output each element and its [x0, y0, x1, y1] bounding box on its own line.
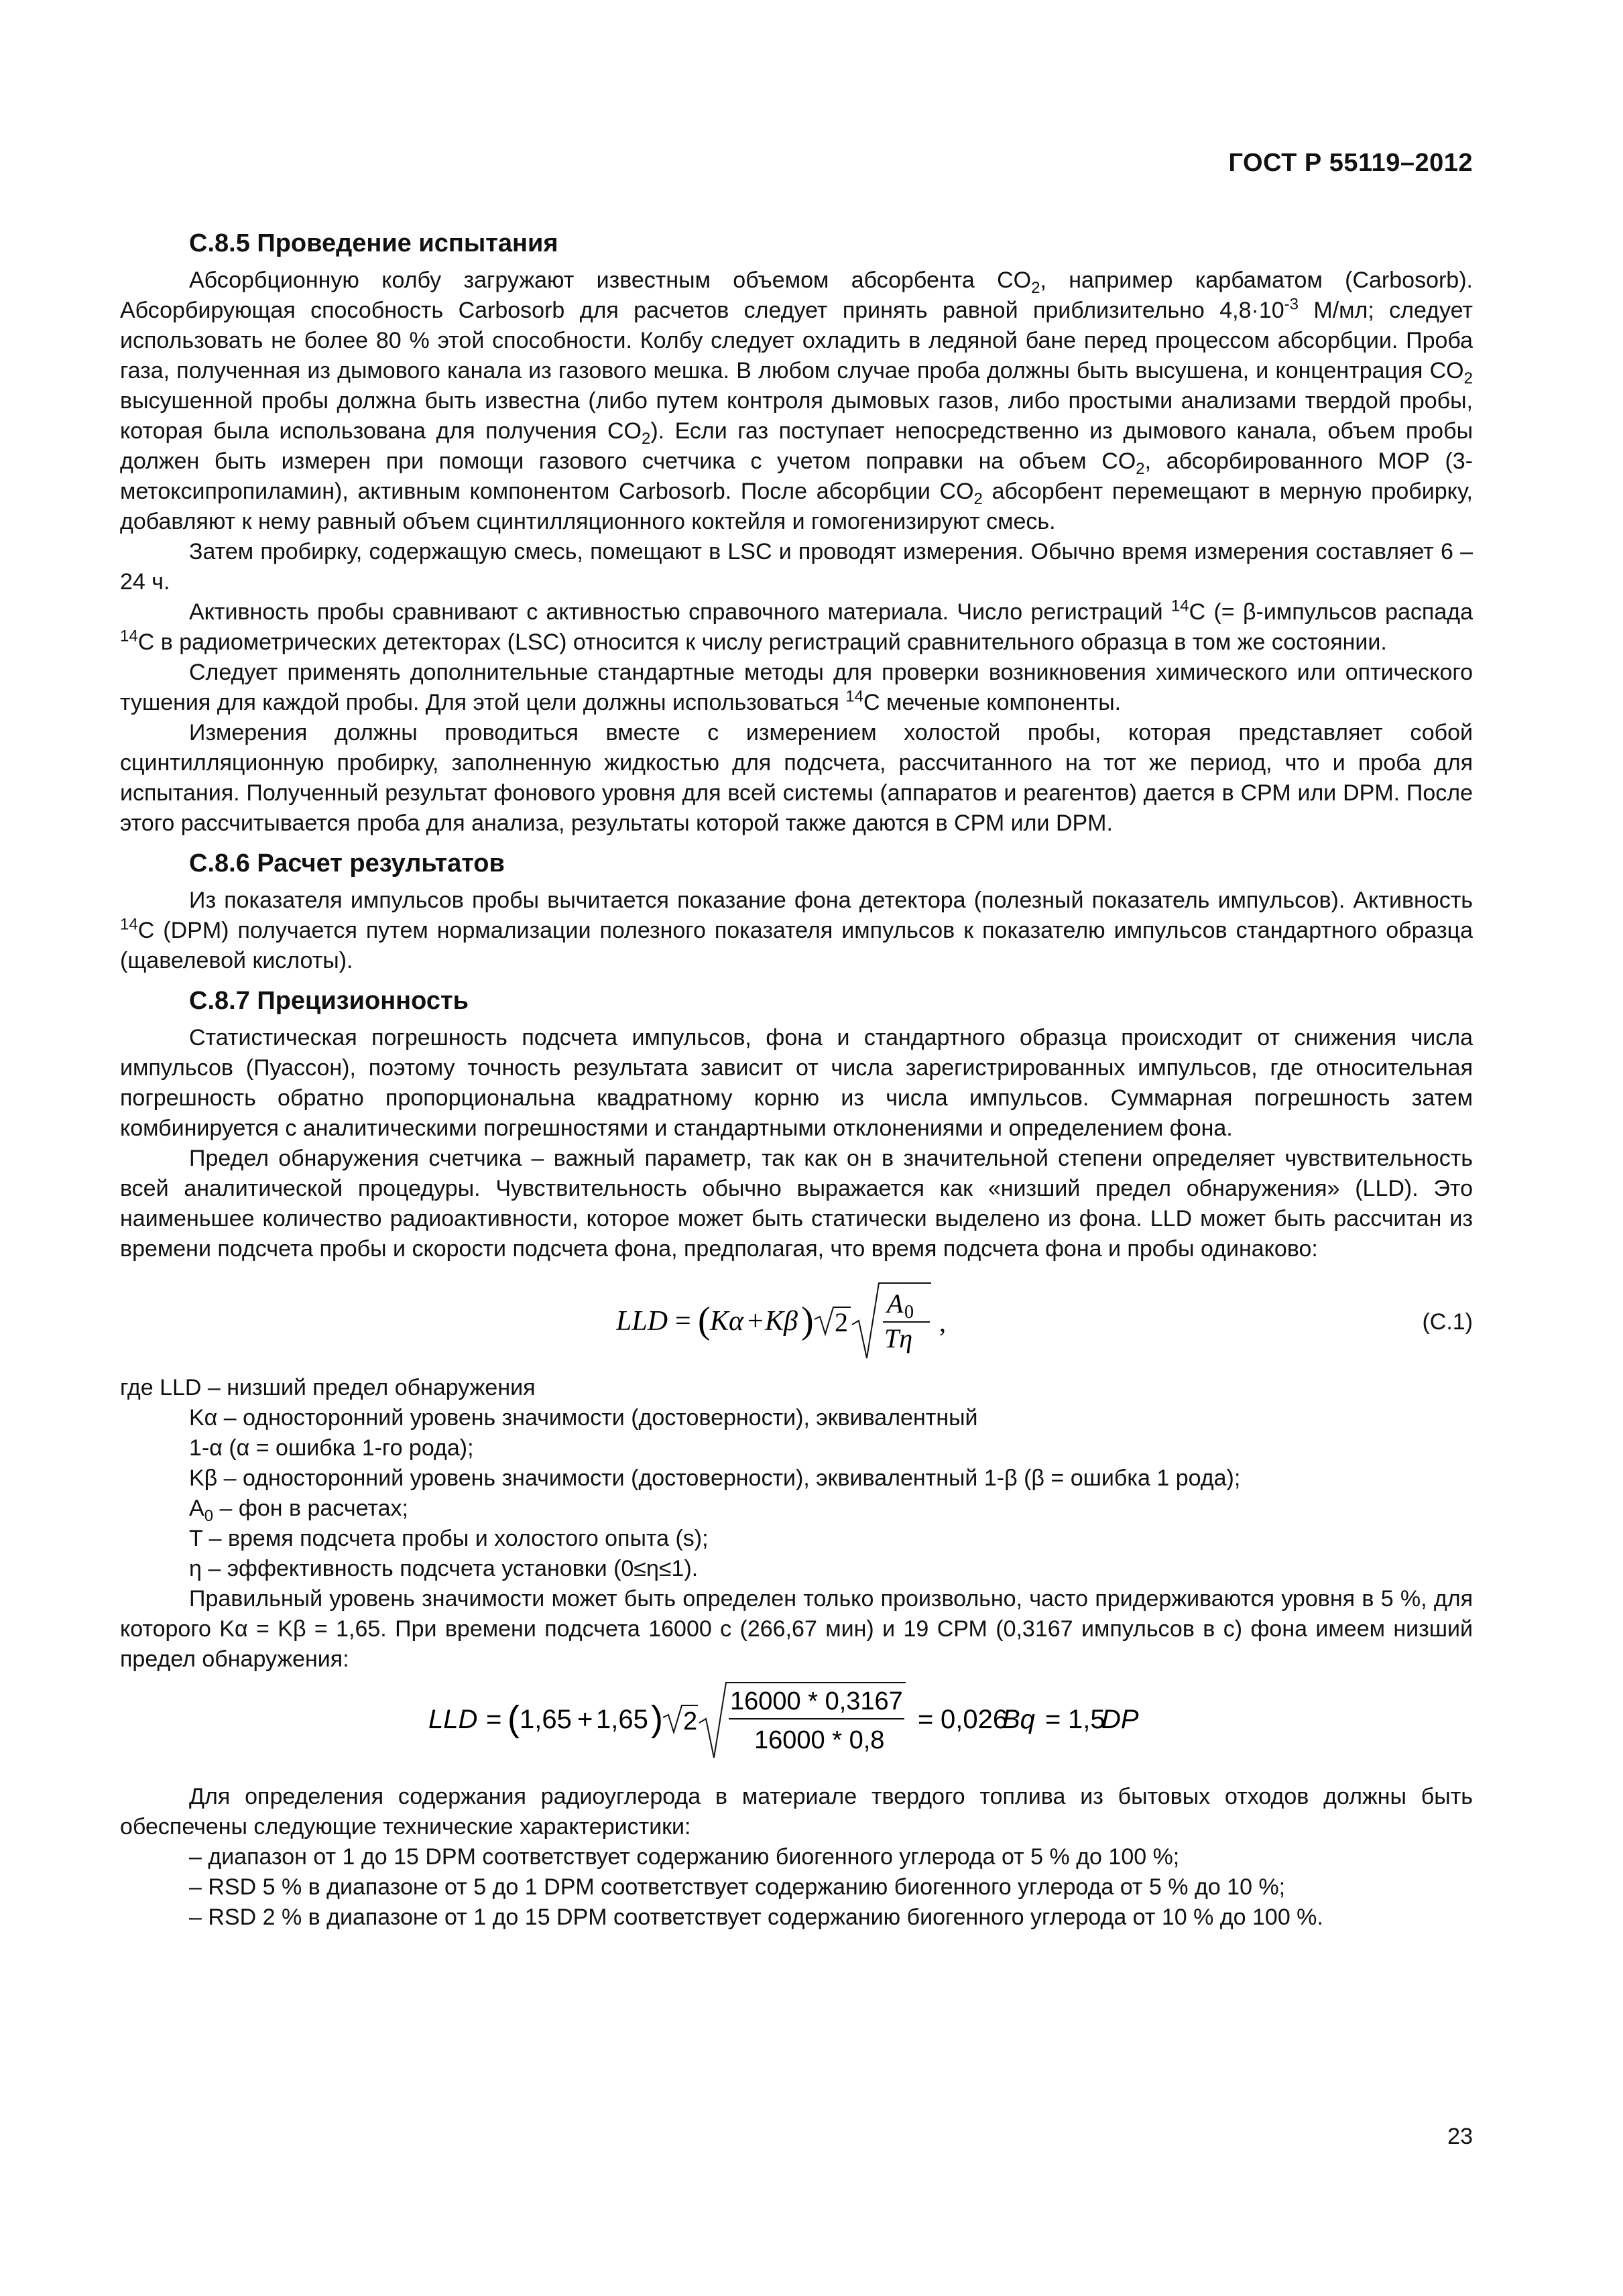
definition-ka: Kα – односторонний уровень значимости (достоверности), эквивалентный: [189, 1405, 978, 1431]
eq1-numerator-sub: 0: [904, 1302, 914, 1323]
eq2-result-1: 0,026: [941, 1705, 1008, 1734]
paragraph-c887-4: Для определения содержания радиоуглерода в материале твердого топлива из бытовых отходов должны быть обеспечены следующие технические характеристики:: [120, 1784, 1473, 1839]
eq2-v1: 1,65: [520, 1705, 572, 1734]
eq2-lhs: LLD: [428, 1705, 478, 1734]
eq1-plus: +: [747, 1306, 764, 1337]
paragraph-c885-5: Измерения должны проводиться вместе с измерением холостой пробы, которая представляет собой сцинтилляционную пробирку, заполненную жидкостью для подсчета, рассчитанного на тот же период, что и проба для испытания. Полученный результат фонового уровня для всей системы (аппаратов и реагентов) дается в СРМ или DPM. После этого рассчитывается проба для анализа, результаты которой также даются в СРМ или DPM.: [120, 720, 1473, 836]
standard-designation: ГОСТ Р 55119–2012: [1228, 149, 1473, 177]
paragraph-c887-2: Предел обнаружения счетчика – важный параметр, так как он в значительной степени определяет чувствительность всей аналитической процедуры. Чувствительность обычно выражается как «низший предел обнаружения» (LLD). Это наименьшее количество радиоактивности, которое может быть статически выделено из фона. LLD может быть рассчитан из времени подсчета пробы и скорости подсчета фона, предполагая, что время подсчета фона и пробы одинаково:: [120, 1146, 1473, 1262]
where-clause: где LLD – низший предел обнаружения: [120, 1375, 536, 1400]
eq1-denominator: Tη: [884, 1323, 913, 1353]
definition-a0: $A_0$ – фон в расчетах;: [189, 1496, 408, 1525]
definition-alpha: 1-α (α = ошибка 1-го рода);: [189, 1435, 474, 1461]
paragraph-c886-1: Из показателя импульсов пробы вычитается показание фона детектора (полезный показатель импульсов). Активность $^{14}$С (DPM) получается путем нормализации полезного показателя импульсов к показателю импульсов стандартного образца (щавелевой кислоты).: [120, 888, 1473, 973]
equation-numeric: [120, 1679, 1473, 1772]
paragraph-c885-1: Абсорбционную колбу загружают известным объемом абсорбента $CO_2$, например карбаматом (Carbosorb). Абсорбирующая способность Carbosorb для расчетов следует принять равной приблизительно $4,8\cdot 10^{-3}$ М/мл; следует использовать не более 80 % этой способности. Колбу следует охладить в ледяной бане перед процессом абсорбции. Проба газа, полученная из дымового канала из газового мешка. В любом случае проба должны быть высушена, и концентрация $CO_2$ высушенной пробы должна быть известна (либо путем контроля дымовых газов, либо простыми анализами твердой пробы, которая была использована для получения $CO_2$). Если газ поступает непосредственно из дымового канала, объем пробы должен быть измерен при помощи газового счетчика с учетом поправки на объем $CO_2$, абсорбированного МОР (3-метоксипропиламин), активным компонентом Carbosorb. После абсорбции $CO_2$ абсорбент перемещают в мерную пробирку, добавляют к нему равный объем сцинтилляционного коктейля и гомогенизируют смесь.: [120, 267, 1474, 534]
definition-kb: Kβ – односторонний уровень значимости (достоверности), эквивалентный 1-β (β = ошибка 1 рода);: [189, 1465, 1241, 1491]
eq1-paren-open: (: [698, 1300, 711, 1341]
eq2-denominator: 16000 * 0,8: [754, 1726, 885, 1754]
eq2-plus: +: [577, 1705, 593, 1734]
section-heading-c886: С.8.6 Расчет результатов: [189, 849, 505, 878]
page-number: 23: [1447, 2124, 1473, 2149]
eq1-comma: ,: [939, 1307, 946, 1337]
section-heading-c885: С.8.5 Проведение испытания: [189, 229, 558, 257]
page-content: [120, 225, 1473, 1933]
definition-t: T – время подсчета пробы и холостого опыта (s);: [189, 1526, 709, 1551]
eq2-result-1-unit: Bq: [1002, 1705, 1035, 1734]
eq1-lhs: LLD: [616, 1306, 668, 1337]
eq1-ka: Kα: [710, 1306, 744, 1337]
eq2-equals: =: [486, 1705, 502, 1734]
eq1-sqrt2-value: 2: [835, 1307, 848, 1337]
spec-bullet-2: – RSD 5 % в диапазоне от 5 до 1 DPM соответствует содержанию биогенного углерода от 5 % до 10 %;: [189, 1874, 1286, 1900]
equation-c1: [120, 1271, 1473, 1365]
spec-bullet-3: – RSD 2 % в диапазоне от 1 до 15 DPM соответствует содержанию биогенного углерода от 10 % до 100 %.: [189, 1905, 1323, 1930]
eq1-kb: Kβ: [765, 1306, 798, 1337]
section-heading-c887: С.8.7 Прецизионность: [189, 987, 469, 1015]
eq2-result-2: 1,5: [1068, 1705, 1105, 1734]
equation-numeric-formula: [428, 1679, 1273, 1766]
eq1-numerator: A: [887, 1288, 904, 1319]
paragraph-c885-3: Активность пробы сравнивают с активностью справочного материала. Число регистраций $^{14}$С (= β-импульсов распада $^{14}$С в радиометрических детекторах (LSC) относится к числу регистраций сравнительного образца в том же состоянии.: [120, 597, 1474, 655]
eq2-paren-open: (: [507, 1699, 520, 1739]
spec-bullet-1: – диапазон от 1 до 15 DPM соответствует содержанию биогенного углерода от 5 % до 100 %;: [189, 1844, 1180, 1870]
eq1-paren-close: ): [801, 1300, 814, 1341]
eq2-paren-close: ): [651, 1699, 663, 1739]
eq2-equals-2: =: [918, 1705, 934, 1734]
eq2-result-2-unit: DP: [1101, 1705, 1139, 1734]
eq2-equals-3: =: [1045, 1705, 1061, 1734]
paragraph-c885-4: Следует применять дополнительные стандартные методы для проверки возникновения химического или оптического тушения для каждой пробы. Для этой цели должны использоваться $^{14}$С меченые компоненты.: [120, 660, 1473, 715]
eq2-sqrt2-value: 2: [683, 1707, 698, 1736]
paragraph-c887-1: Статистическая погрешность подсчета импульсов, фона и стандартного образца происходит от снижения числа импульсов (Пуассон), поэтому точность результата зависит от числа зарегистрированных импульсов, где относительная погрешность обратно пропорциональна квадратному корню из числа импульсов. Суммарная погрешность затем комбинируется с аналитическими погрешностями и стандартными отклонениями и определением фона.: [120, 1025, 1473, 1141]
eq1-equals: =: [675, 1306, 691, 1337]
eq2-numerator: 16000 * 0,3167: [730, 1687, 903, 1715]
paragraph-c887-3: Правильный уровень значимости может быть определен только произвольно, часто придерживаются уровня в 5 %, для которого Kα = Kβ = 1,65. При времени подсчета 16000 с (266,67 мин) и 19 СРМ (0,3167 импульсов в с) фона имеем низший предел обнаружения:: [120, 1586, 1473, 1672]
equation-number: (С.1): [1422, 1309, 1473, 1335]
paragraph-c885-2: Затем пробирку, содержащую смесь, помещают в LSC и проводят измерения. Обычно время измерения составляет 6 – 24 ч.: [120, 539, 1473, 595]
equation-c1-formula: [616, 1278, 965, 1365]
definition-eta: η – эффективность подсчета установки (0≤η≤1).: [189, 1556, 699, 1581]
eq2-v2: 1,65: [596, 1705, 648, 1734]
